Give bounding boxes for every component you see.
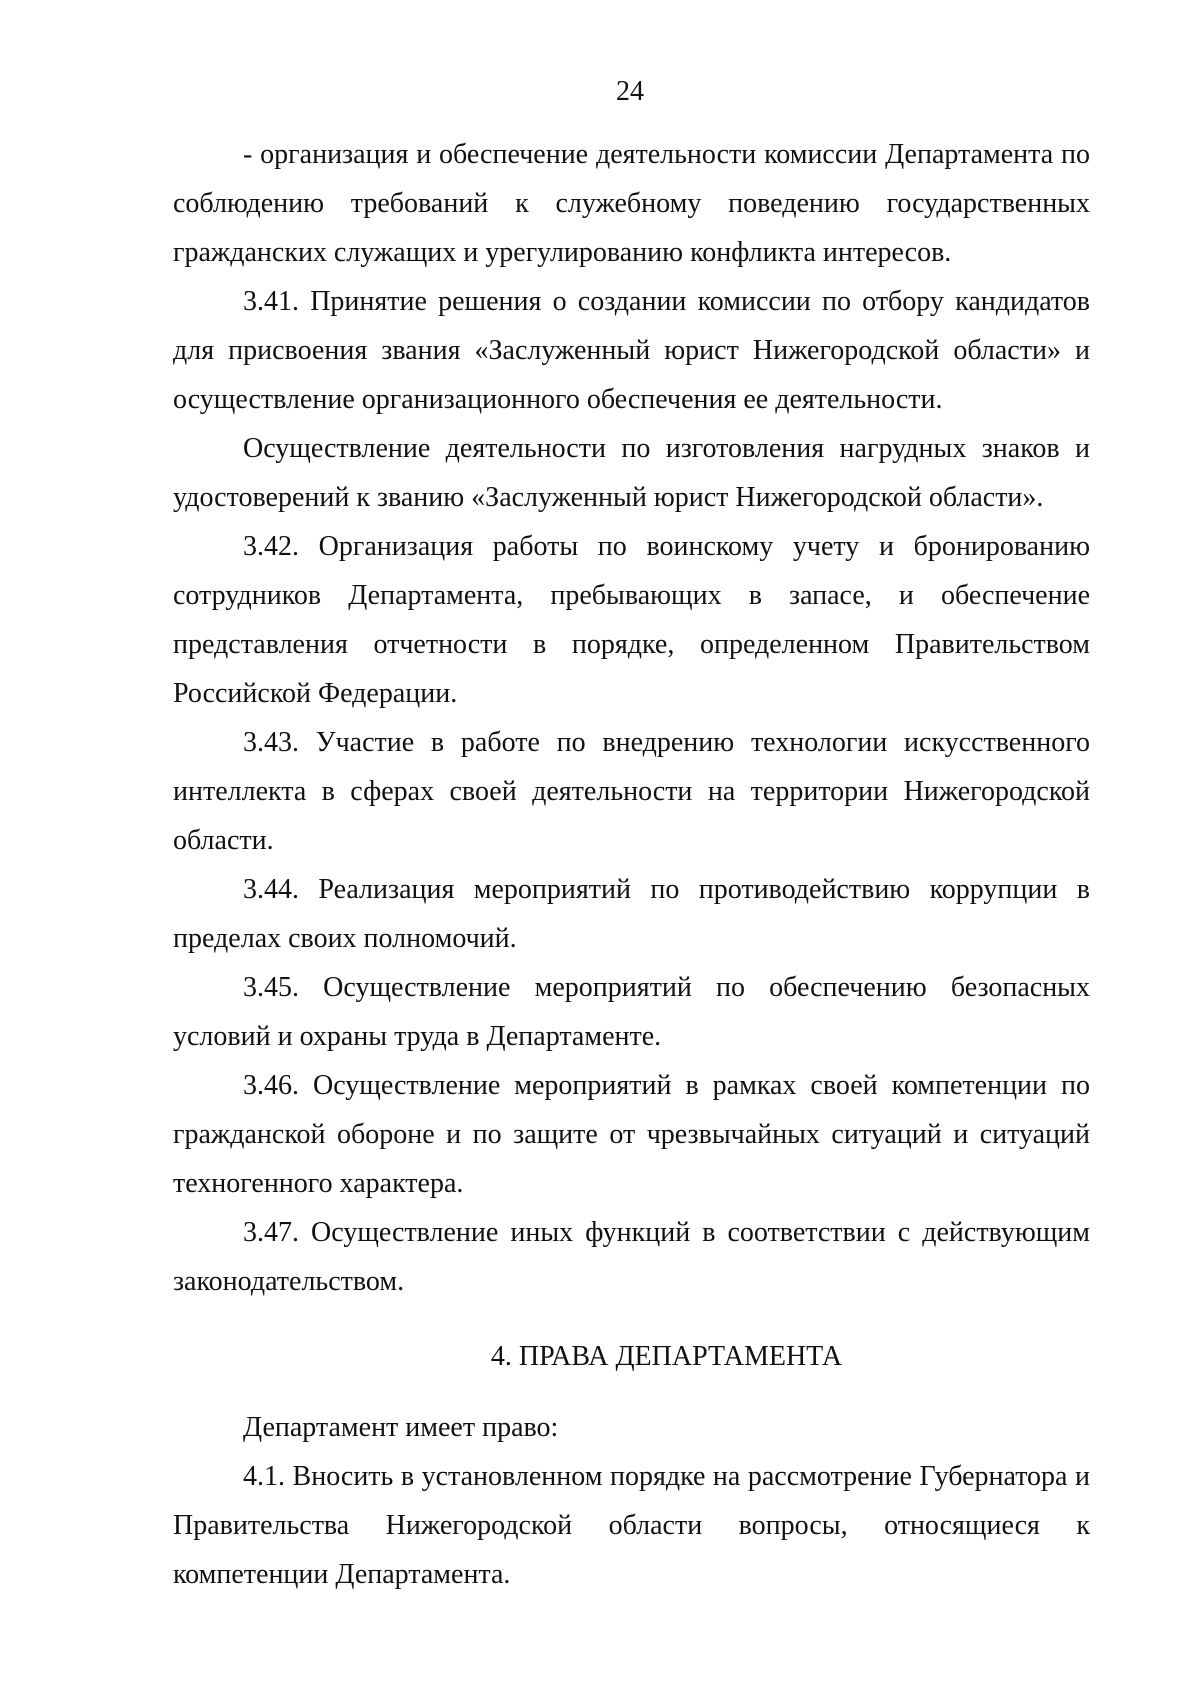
paragraph-3-43: 3.43. Участие в работе по внедрению технологии искусственного интеллекта в сферах своей деятельности на территории Нижегородской области.: [173, 727, 1090, 856]
section-heading-rights: 4. ПРАВА ДЕПАРТАМЕНТА: [490, 1341, 843, 1372]
page-number: 24: [616, 76, 644, 107]
paragraph-3-47: 3.47. Осуществление иных функций в соответствии с действующим законодательством.: [173, 1217, 1090, 1297]
paragraph-4-1: 4.1. Вносить в установленном порядке на рассмотрение Губернатора и Правительства Нижегородской области вопросы, относящиеся к компетенции Департамента.: [173, 1461, 1090, 1590]
paragraph-3-41: 3.41. Принятие решения о создании комиссии по отбору кандидатов для присвоения звания «Заслуженный юрист Нижегородской области» и осуществление организационного обеспечения ее деятельности.: [173, 286, 1090, 415]
paragraph-commission-organization: - организация и обеспечение деятельности комиссии Департамента по соблюдению требований к служебному поведению государственных гражданских служащих и урегулированию конфликта интересов.: [173, 139, 1090, 268]
paragraph-badges-certificates: Осуществление деятельности по изготовления нагрудных знаков и удостоверений к званию «Заслуженный юрист Нижегородской области».: [173, 433, 1090, 513]
paragraph-3-46: 3.46. Осуществление мероприятий в рамках своей компетенции по гражданской обороне и по защите от чрезвычайных ситуаций и ситуаций техногенного характера.: [173, 1070, 1090, 1199]
paragraph-3-44: 3.44. Реализация мероприятий по противодействию коррупции в пределах своих полномочий.: [173, 874, 1090, 954]
paragraph-3-42: 3.42. Организация работы по воинскому учету и бронированию сотрудников Департамента, пребывающих в запасе, и обеспечение представления отчетности в порядке, определенном Правительством Российской Федерации.: [173, 531, 1090, 709]
paragraph-rights-intro: Департамент имеет право:: [243, 1412, 559, 1443]
document-body: [173, 130, 1090, 1599]
paragraph-3-45: 3.45. Осуществление мероприятий по обеспечению безопасных условий и охраны труда в Департаменте.: [173, 972, 1090, 1052]
